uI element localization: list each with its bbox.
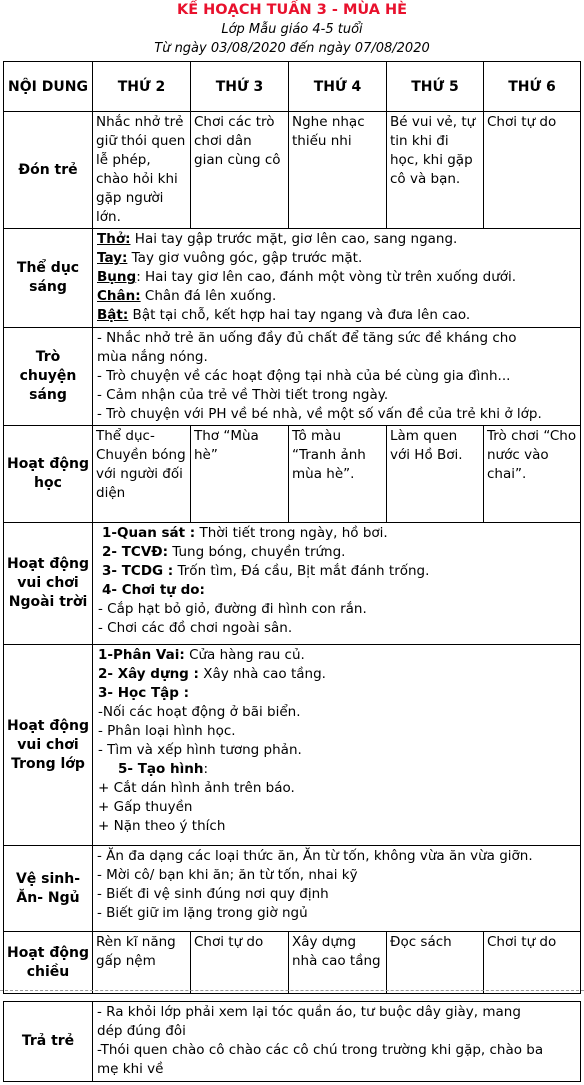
text-line: - Ăn đa dạng các loại thức ăn, Ăn từ tốn, không vừa ăn vừa giỡn. — [97, 848, 533, 864]
text-line: mẹ khi về — [97, 1061, 164, 1077]
exercise-line: Bật: Bật tại chỗ, kết hợp hai tay ngang và đưa lên cao. — [97, 307, 471, 323]
cell-fri: Chơi tự do — [484, 932, 581, 994]
cell-wed: Tô màu “Tranh ảnh mùa hè”. — [289, 426, 387, 523]
col-header-thu: THỨ 5 — [387, 62, 484, 112]
row-label: Đón trẻ — [4, 112, 93, 229]
text-line: - Biết đi vệ sinh đúng nơi quy định — [97, 886, 329, 902]
text-line: - Trò chuyện về các hoạt động tại nhà của bé cùng gia đình... — [97, 368, 511, 384]
the-duc-content — [93, 229, 581, 328]
cell-mon: Thể dục- Chuyền bóng với người đối diện — [93, 426, 191, 523]
text-line: - Cảm nhận của trẻ về Thời tiết trong ngày. — [97, 387, 389, 403]
cell-tue: Thơ “Mùa hè” — [191, 426, 289, 523]
text-line: -Thói quen chào cô chào các cô chú trong trường khi gặp, chào ba — [97, 1042, 544, 1058]
row-chieu — [4, 932, 581, 994]
text-line: - Biết giữ im lặng trong giờ ngủ — [97, 905, 308, 921]
row-label: Trò chuyện sáng — [4, 328, 93, 426]
activity-line: 4- Chơi tự do: — [102, 582, 205, 598]
tra-tre-content — [93, 1002, 581, 1082]
text-line: - Trò chuyện với PH về bé nhà, về một số vấn đề của trẻ khi ở lớp. — [97, 406, 542, 422]
activity-line: - Chơi các đồ chơi ngoài sân. — [98, 620, 293, 636]
row-label: Hoạt động vui chơi Trong lớp — [4, 645, 93, 846]
text-line: - Ra khỏi lớp phải xem lại tóc quần áo, tư buộc dây giày, mang — [97, 1004, 521, 1020]
ngoai-troi-content — [93, 523, 581, 645]
cell-wed: Xây dựng nhà cao tầng — [289, 932, 387, 994]
exercise-line: Thở: Hai tay gập trước mặt, giơ lên cao, sang ngang. — [97, 231, 458, 247]
ve-sinh-content — [93, 846, 581, 932]
row-label: Hoạt động chiều — [4, 932, 93, 994]
col-header-wed: THỨ 4 — [289, 62, 387, 112]
date-line: Từ ngày 03/08/2020 đến ngày 07/08/2020 — [154, 41, 430, 56]
activity-line: + Nặn theo ý thích — [98, 818, 226, 834]
cell-mon: Rèn kĩ năng gấp nệm — [93, 932, 191, 994]
row-ngoai-troi — [4, 523, 581, 645]
exercise-line: Bụng: Hai tay giơ lên cao, đánh một vòng từ trên xuống dưới. — [97, 269, 517, 285]
cell-thu: Đọc sách — [387, 932, 484, 994]
activity-line: + Gấp thuyền — [98, 799, 193, 815]
col-header-mon: THỨ 2 — [93, 62, 191, 112]
row-label: Hoạt động vui chơi Ngoài trời — [4, 523, 93, 645]
cell-wed: Nghe nhạc thiếu nhi — [289, 112, 387, 229]
row-hoat-dong-hoc — [4, 426, 581, 523]
activity-line: 2- TCVĐ: Tung bóng, chuyền trứng. — [102, 544, 346, 560]
exercise-line: Tay: Tay giơ vuông góc, gập trước mặt. — [97, 250, 363, 266]
cell-fri: Trò chơi “Cho nước vào chai”. — [484, 426, 581, 523]
activity-line: - Cắp hạt bỏ giỏ, đường đi hình con rắn. — [98, 601, 367, 617]
header-row — [4, 62, 581, 112]
activity-line: + Cắt dán hình ảnh trên báo. — [98, 780, 295, 796]
class-line: Lớp Mẫu giáo 4-5 tuổi — [221, 22, 363, 37]
row-trong-lop — [4, 645, 581, 846]
activity-line: 1-Phân Vai: Cửa hàng rau củ. — [98, 647, 305, 663]
tro-chuyen-content — [93, 328, 581, 426]
text-line: - Nhắc nhở trẻ ăn uống đầy đủ chất để tăng sức đề kháng cho — [97, 330, 517, 346]
tra-tre-table — [3, 1001, 581, 1082]
cell-tue: Chơi các trò chơi dân gian cùng cô — [191, 112, 289, 229]
col-header-content: NỘI DUNG — [4, 62, 93, 112]
row-tro-chuyen — [4, 328, 581, 426]
activity-line: 1-Quan sát : Thời tiết trong ngày, hồ bơi. — [102, 525, 388, 541]
activity-line: 5- Tạo hình: — [118, 761, 209, 777]
text-line: mùa nắng nóng. — [97, 349, 208, 365]
col-header-fri: THỨ 6 — [484, 62, 581, 112]
cell-tue: Chơi tự do — [191, 932, 289, 994]
row-tra-tre — [4, 1002, 581, 1082]
activity-line: 3- Học Tập : — [98, 685, 190, 701]
row-label: Hoạt động học — [4, 426, 93, 523]
activity-line: - Tìm và xếp hình tương phản. — [98, 742, 302, 758]
row-label: Thể dục sáng — [4, 229, 93, 328]
plan-title: KẾ HOẠCH TUẦN 3 - MÙA HÈ — [176, 2, 408, 18]
weekly-plan-table — [3, 61, 581, 994]
row-label: Trả trẻ — [4, 1002, 93, 1082]
cell-thu: Làm quen với Hồ Bơi. — [387, 426, 484, 523]
cell-fri: Chơi tự do — [484, 112, 581, 229]
cell-thu: Bé vui vẻ, tự tin khi đi học, khi gặp cô và bạn. — [387, 112, 484, 229]
row-ve-sinh — [4, 846, 581, 932]
row-label: Vệ sinh- Ăn- Ngủ — [4, 846, 93, 932]
row-don-tre — [4, 112, 581, 229]
text-line: - Mời cô/ bạn khi ăn; ăn từ tốn, nhai kỹ — [97, 867, 358, 883]
page-break-line — [0, 990, 584, 991]
row-the-duc — [4, 229, 581, 328]
col-header-tue: THỨ 3 — [191, 62, 289, 112]
trong-lop-content — [93, 645, 581, 846]
cell-mon: Nhắc nhở trẻ giữ thói quen lễ phép, chào hỏi khi gặp người lớn. — [93, 112, 191, 229]
activity-line: 3- TCDG : Trốn tìm, Đá cầu, Bịt mắt đánh trống. — [102, 563, 430, 579]
exercise-line: Chân: Chân đá lên xuống. — [97, 288, 277, 304]
text-line: dép đúng đôi — [97, 1023, 186, 1039]
activity-line: - Phân loại hình học. — [98, 723, 236, 739]
activity-line: -Nối các hoạt động ở bãi biển. — [98, 704, 301, 720]
activity-line: 2- Xây dựng : Xây nhà cao tầng. — [98, 666, 326, 682]
